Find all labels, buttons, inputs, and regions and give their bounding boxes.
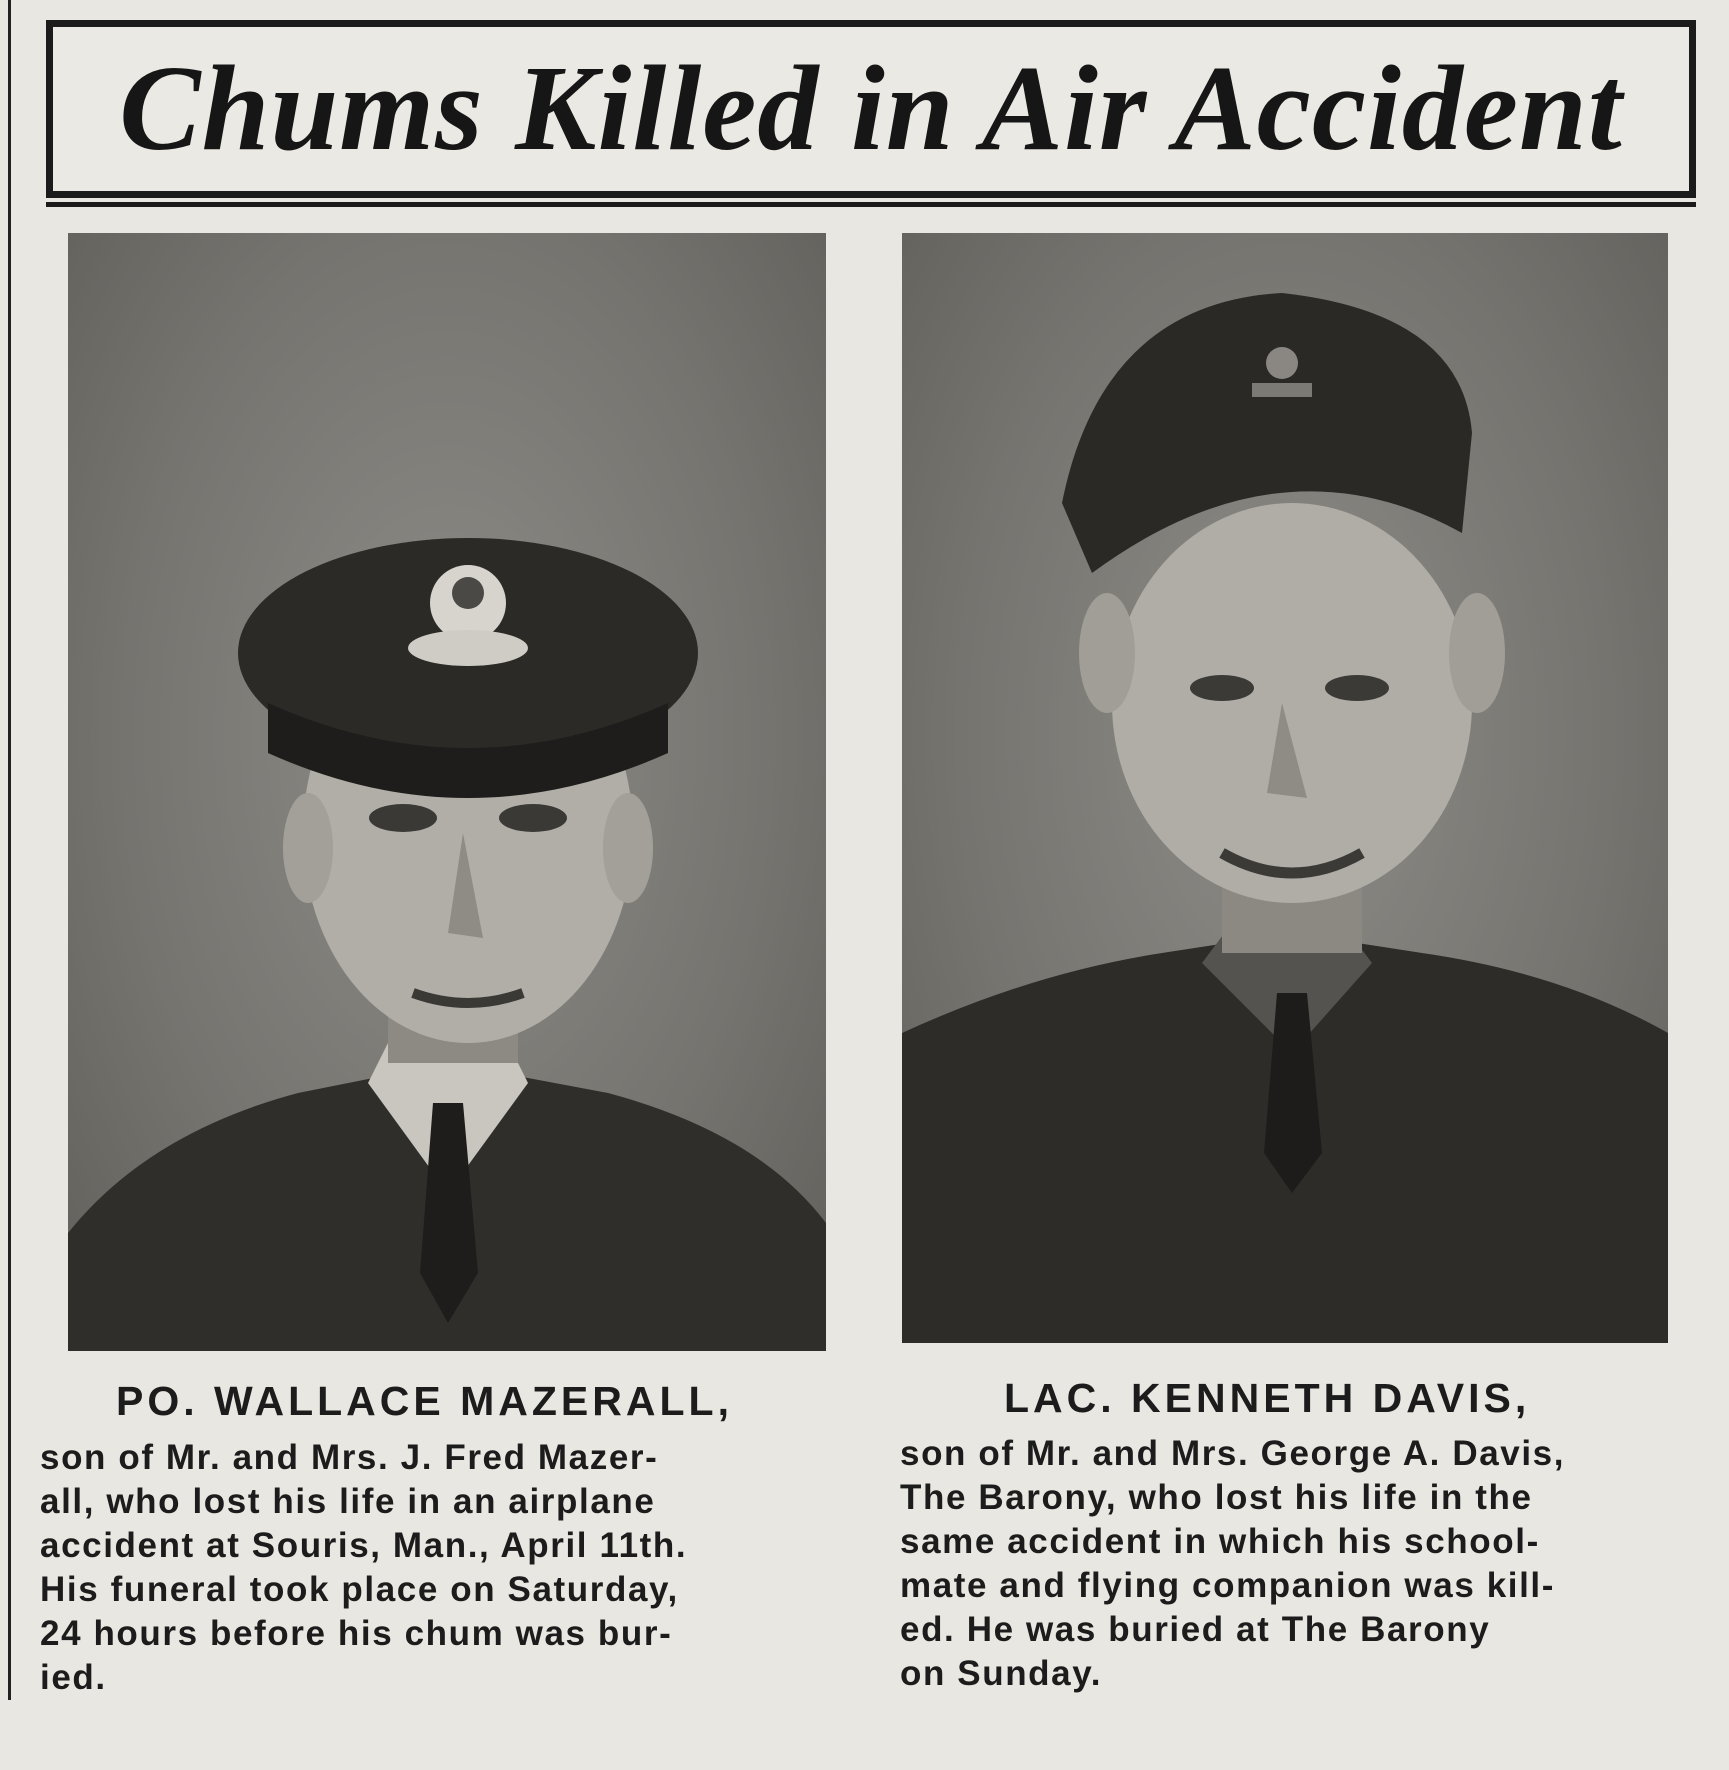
caption-line: son of Mr. and Mrs. George A. Davis, [900,1434,1566,1473]
caption-line: ied. [40,1658,107,1697]
caption-line: same accident in which his school- [900,1522,1540,1561]
caption-name-davis: LAC. KENNETH DAVIS, [1004,1375,1531,1421]
caption-line: all, who lost his life in an airplane [40,1482,656,1521]
caption-name-mazerall: PO. WALLACE MAZERALL, [116,1378,733,1424]
column-rule [8,0,11,1700]
caption-line: son of Mr. and Mrs. J. Fred Mazer- [40,1438,659,1477]
headline-box [46,20,1696,198]
caption-line: 24 hours before his chum was bur- [40,1614,673,1653]
headline: Chums Killed in Air Accident [119,41,1623,176]
portrait-davis-image [902,233,1668,1343]
portrait-photo-mazerall [68,233,826,1351]
caption-text-mazerall [40,1436,840,1700]
caption-text-davis [900,1432,1700,1696]
portrait-mazerall-image [68,233,826,1351]
caption-line: on Sunday. [900,1654,1103,1693]
portrait-photo-davis [902,233,1668,1343]
caption-line: His funeral took place on Saturday, [40,1570,679,1609]
caption-line: mate and flying companion was kill- [900,1566,1555,1605]
caption-line: The Barony, who lost his life in the [900,1478,1533,1517]
caption-line: ed. He was buried at The Barony [900,1610,1491,1649]
caption-line: accident at Souris, Man., April 11th. [40,1526,688,1565]
